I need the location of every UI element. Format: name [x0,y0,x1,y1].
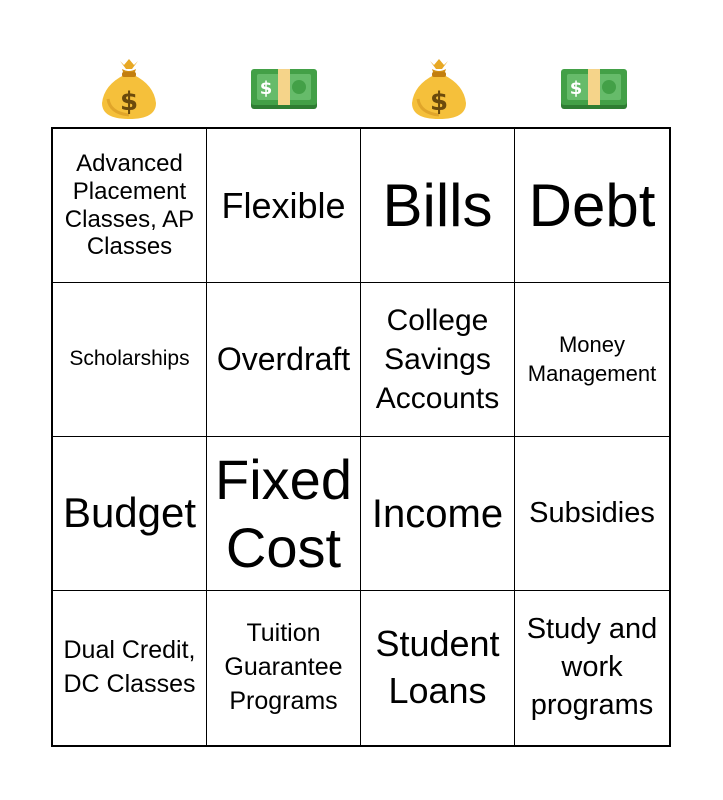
bingo-cell[interactable] [53,129,207,283]
bingo-cell[interactable] [361,437,515,591]
cell-label: Fixed Cost [215,448,352,579]
header-cell [516,50,671,126]
cell-label: Scholarships [69,347,190,371]
bingo-cell[interactable] [53,437,207,591]
cell-label: Income [371,491,504,536]
bingo-grid [51,127,671,747]
cell-label: Money Management [527,331,657,386]
cell-label: Budget [62,489,197,537]
cell-label: Debt [528,172,656,239]
bingo-cell[interactable] [207,437,361,591]
header-cell [361,50,516,126]
bingo-cell[interactable] [361,283,515,437]
bingo-cell[interactable] [515,591,669,745]
bingo-cell[interactable] [207,591,361,745]
svg-text:$: $ [259,78,272,99]
banknote-icon [559,65,629,111]
bingo-cell[interactable] [207,129,361,283]
money-bag-icon [406,55,472,121]
bingo-cell[interactable] [515,437,669,591]
money-bag-icon [96,55,162,121]
bingo-cell[interactable] [53,591,207,745]
cell-label: Flexible [221,184,346,226]
header-cell [206,50,361,126]
svg-text:$: $ [429,87,448,117]
cell-label: Dual Credit, DC Classes [63,636,196,698]
cell-label: Tuition Guarantee Programs [224,619,343,715]
svg-text:$: $ [569,78,582,99]
bingo-cell[interactable] [53,283,207,437]
bingo-cell[interactable] [361,591,515,745]
cell-label: Bills [382,172,493,239]
cell-label: Study and work programs [526,613,658,721]
banknote-icon [249,65,319,111]
cell-label: Advanced Placement Classes, AP Classes [64,150,195,261]
bingo-header [51,50,671,126]
bingo-cell[interactable] [207,283,361,437]
cell-label: Overdraft [216,341,351,378]
cell-label: College Savings Accounts [375,304,500,415]
header-cell [51,50,206,126]
cell-label: Subsidies [529,496,655,529]
bingo-cell[interactable] [515,129,669,283]
bingo-cell[interactable] [361,129,515,283]
svg-text:$: $ [119,87,138,117]
bingo-cell[interactable] [515,283,669,437]
cell-label: Student Loans [375,623,500,711]
